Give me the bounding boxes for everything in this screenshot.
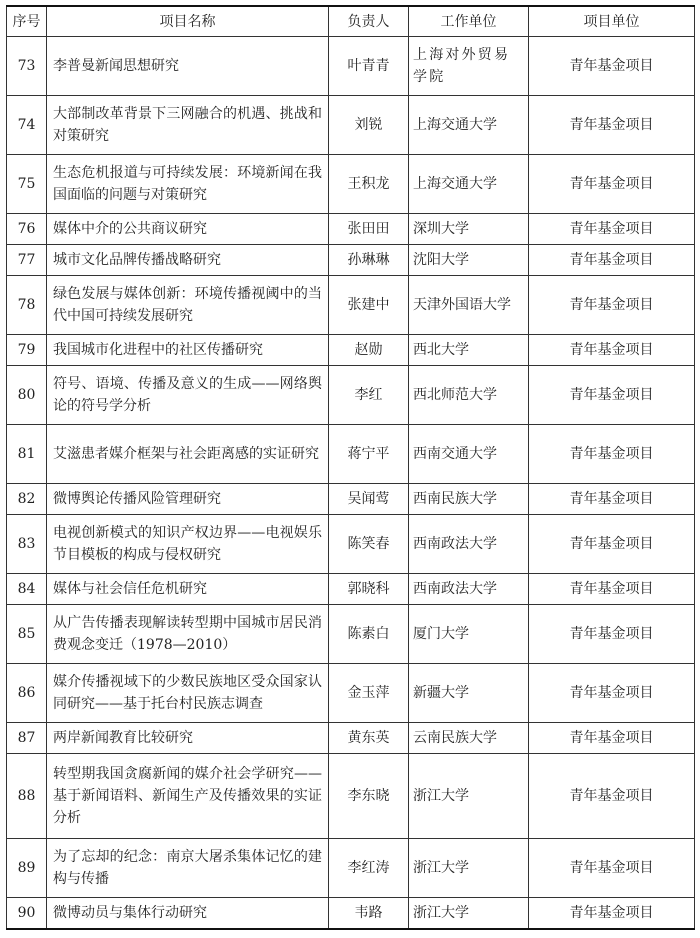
row-number: 82 [7,484,47,515]
table-row [7,37,695,96]
row-number: 83 [7,515,47,574]
work-unit: 上海交通大学 [409,155,529,214]
project-leader: 郭晓科 [329,574,409,605]
table-row [7,484,695,515]
row-number: 74 [7,96,47,155]
project-leader: 叶青青 [329,37,409,96]
project-type: 青年基金项目 [529,214,695,245]
project-name: 艾滋患者媒介框架与社会距离感的实证研究 [47,425,329,484]
work-unit: 深圳大学 [409,214,529,245]
row-number: 87 [7,723,47,754]
work-unit: 厦门大学 [409,605,529,664]
project-type: 青年基金项目 [529,515,695,574]
project-leader: 黄东英 [329,723,409,754]
project-type: 青年基金项目 [529,366,695,425]
project-leader: 吴闻莺 [329,484,409,515]
table-row [7,214,695,245]
table-row [7,155,695,214]
project-table [6,5,695,930]
project-type: 青年基金项目 [529,155,695,214]
row-number: 81 [7,425,47,484]
header-type: 项目单位 [529,6,695,37]
project-leader: 赵勋 [329,335,409,366]
project-name: 电视创新模式的知识产权边界——电视娱乐节目模板的构成与侵权研究 [47,515,329,574]
table-row [7,664,695,723]
table-row [7,723,695,754]
project-leader: 张建中 [329,276,409,335]
project-name: 从广告传播表现解读转型期中国城市居民消费观念变迁（1978—2010） [47,605,329,664]
row-number: 78 [7,276,47,335]
work-unit: 云南民族大学 [409,723,529,754]
work-unit: 浙江大学 [409,839,529,898]
project-type: 青年基金项目 [529,664,695,723]
project-type: 青年基金项目 [529,245,695,276]
project-leader: 孙琳琳 [329,245,409,276]
work-unit: 浙江大学 [409,898,529,929]
project-type: 青年基金项目 [529,898,695,929]
table-row [7,754,695,839]
row-number: 88 [7,754,47,839]
project-type: 青年基金项目 [529,574,695,605]
work-unit: 新疆大学 [409,664,529,723]
row-number: 86 [7,664,47,723]
project-type: 青年基金项目 [529,605,695,664]
project-name: 符号、语境、传播及意义的生成——网络舆论的符号学分析 [47,366,329,425]
project-name: 媒体中介的公共商议研究 [47,214,329,245]
table-row [7,898,695,929]
row-number: 77 [7,245,47,276]
work-unit: 上海交通大学 [409,96,529,155]
project-type: 青年基金项目 [529,723,695,754]
header-row [7,6,695,37]
work-unit: 沈阳大学 [409,245,529,276]
project-name: 城市文化品牌传播战略研究 [47,245,329,276]
project-leader: 李红涛 [329,839,409,898]
work-unit: 西北师范大学 [409,366,529,425]
work-unit: 上海对外贸易学院 [409,37,529,96]
table-row [7,425,695,484]
project-leader: 陈笑春 [329,515,409,574]
work-unit: 西南政法大学 [409,515,529,574]
project-name: 媒介传播视域下的少数民族地区受众国家认同研究——基于托台村民族志调查 [47,664,329,723]
project-name: 大部制改革背景下三网融合的机遇、挑战和对策研究 [47,96,329,155]
project-name: 为了忘却的纪念：南京大屠杀集体记忆的建构与传播 [47,839,329,898]
header-unit: 工作单位 [409,6,529,37]
project-leader: 陈素白 [329,605,409,664]
table-row [7,839,695,898]
project-leader: 金玉萍 [329,664,409,723]
header-leader: 负责人 [329,6,409,37]
work-unit: 西南民族大学 [409,484,529,515]
project-type: 青年基金项目 [529,425,695,484]
table-row [7,605,695,664]
project-name: 我国城市化进程中的社区传播研究 [47,335,329,366]
table-row [7,96,695,155]
project-type: 青年基金项目 [529,335,695,366]
project-leader: 李红 [329,366,409,425]
project-leader: 韦路 [329,898,409,929]
row-number: 79 [7,335,47,366]
row-number: 76 [7,214,47,245]
row-number: 84 [7,574,47,605]
row-number: 90 [7,898,47,929]
project-leader: 蒋宁平 [329,425,409,484]
project-name: 生态危机报道与可持续发展：环境新闻在我国面临的问题与对策研究 [47,155,329,214]
table-row [7,335,695,366]
row-number: 80 [7,366,47,425]
project-leader: 刘锐 [329,96,409,155]
work-unit: 西南政法大学 [409,574,529,605]
project-type: 青年基金项目 [529,839,695,898]
header-name: 项目名称 [47,6,329,37]
project-name: 媒体与社会信任危机研究 [47,574,329,605]
table-row [7,366,695,425]
project-leader: 张田田 [329,214,409,245]
project-name: 绿色发展与媒体创新：环境传播视阈中的当代中国可持续发展研究 [47,276,329,335]
project-name: 微博舆论传播风险管理研究 [47,484,329,515]
row-number: 85 [7,605,47,664]
header-no: 序号 [7,6,47,37]
project-type: 青年基金项目 [529,276,695,335]
work-unit: 西南交通大学 [409,425,529,484]
project-type: 青年基金项目 [529,96,695,155]
project-name: 转型期我国贪腐新闻的媒介社会学研究——基于新闻语料、新闻生产及传播效果的实证分析 [47,754,329,839]
project-type: 青年基金项目 [529,37,695,96]
work-unit: 天津外国语大学 [409,276,529,335]
table-row [7,276,695,335]
project-name: 微博动员与集体行动研究 [47,898,329,929]
row-number: 75 [7,155,47,214]
table-row [7,574,695,605]
table-row [7,515,695,574]
project-name: 李普曼新闻思想研究 [47,37,329,96]
project-name: 两岸新闻教育比较研究 [47,723,329,754]
project-leader: 李东晓 [329,754,409,839]
row-number: 73 [7,37,47,96]
row-number: 89 [7,839,47,898]
table-row [7,245,695,276]
project-leader: 王积龙 [329,155,409,214]
work-unit: 西北大学 [409,335,529,366]
work-unit: 浙江大学 [409,754,529,839]
project-type: 青年基金项目 [529,754,695,839]
table-body [7,37,695,929]
project-type: 青年基金项目 [529,484,695,515]
